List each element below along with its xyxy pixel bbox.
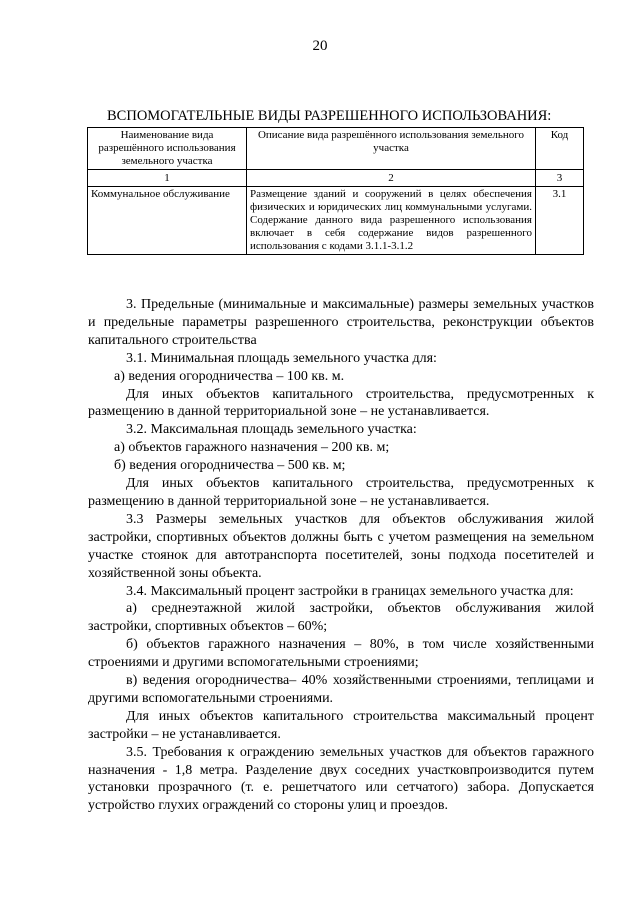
paragraph-3-5: 3.5. Требования к ограждению земельных участков для объектов гаражного назначения - 1,8 метра. Разделение двух соседних участковпроизводится путем установки прозрачного (т. е. решетчатого или сетчатого) забора. Допускается устройство глухих ограждений со стороны улиц и проездов.	[88, 744, 594, 814]
paragraph-3-3: 3.3 Размеры земельных участков для объектов обслуживания жилой застройки, спортивных объектов должны быть с учетом размещения на земельном участке стоянок для автотранспорта посетителей, зоны подхода посетителей и хозяйственной зоны объекта.	[88, 511, 594, 581]
paragraph-3-4-other: Для иных объектов капитального строительства максимальный процент застройки – не устанавливается.	[88, 708, 594, 742]
column-number: 2	[247, 170, 536, 187]
paragraph-3-1-a: а) ведения огородничества – 100 кв. м.	[114, 368, 345, 384]
header-description: Описание вида разрешённого использования земельного участка	[247, 128, 536, 170]
header-name: Наименование вида разрешённого использования земельного участка	[88, 128, 247, 170]
use-code-cell: 3.1	[536, 187, 584, 255]
paragraph-3-2-b: б) ведения огородничества – 500 кв. м;	[114, 458, 346, 474]
use-description-main: Размещение зданий и сооружений в целях обеспечения физических и юридических лиц коммунальными услугами. Содержание данного вида разрешенного использования включает в себя содержание видов разрешенного	[250, 188, 532, 239]
paragraph-3-2-other: Для иных объектов капитального строительства, предусмотренных к размещению в данной территориальной зоне – не устанавливается.	[88, 476, 594, 509]
page-number: 20	[312, 38, 328, 54]
paragraph-3-1: 3.1. Минимальная площадь земельного участка для:	[126, 350, 437, 366]
paragraph-3-4-b: б) объектов гаражного назначения – 80%, в том числе хозяйственными строениями и другими вспомогательными строениями;	[88, 637, 594, 671]
paragraph-3-4: 3.4. Максимальный процент застройки в границах земельного участка для:	[126, 583, 574, 599]
body-text	[88, 296, 594, 815]
use-name-cell: Коммунальное обслуживание	[88, 187, 247, 255]
paragraph-3-4-c: в) ведения огородничества– 40% хозяйственными строениями, теплицами и другими вспомогательными строениями.	[88, 673, 594, 706]
use-description-last: использования с кодами 3.1.1-3.1.2	[250, 240, 414, 252]
paragraph-3-4-a: а) среднеэтажной жилой застройки, объектов обслуживания жилой застройки, спортивных объектов – 60%;	[88, 601, 594, 635]
paragraph-3-2-a: а) объектов гаражного назначения – 200 кв. м;	[114, 440, 390, 456]
permitted-uses-table	[87, 127, 584, 255]
table-header-row	[88, 128, 584, 170]
use-description-cell	[247, 187, 536, 255]
paragraph-3: 3. Предельные (минимальные и максимальные) размеры земельных участков и предельные параметры разрешенного строительства, реконструкции объектов капитального строительства	[88, 297, 594, 348]
section-title: ВСПОМОГАТЕЛЬНЫЕ ВИДЫ РАЗРЕШЕННОГО ИСПОЛЬЗОВАНИЯ:	[107, 108, 552, 124]
column-number-row	[88, 170, 584, 187]
table-row	[88, 187, 584, 255]
paragraph-3-2: 3.2. Максимальная площадь земельного участка:	[126, 422, 417, 438]
column-number: 3	[536, 170, 584, 187]
column-number: 1	[88, 170, 247, 187]
paragraph-3-1-other: Для иных объектов капитального строительства, предусмотренных к размещению в данной территориальной зоне – не устанавливается.	[88, 386, 594, 420]
header-code: Код	[536, 128, 584, 170]
